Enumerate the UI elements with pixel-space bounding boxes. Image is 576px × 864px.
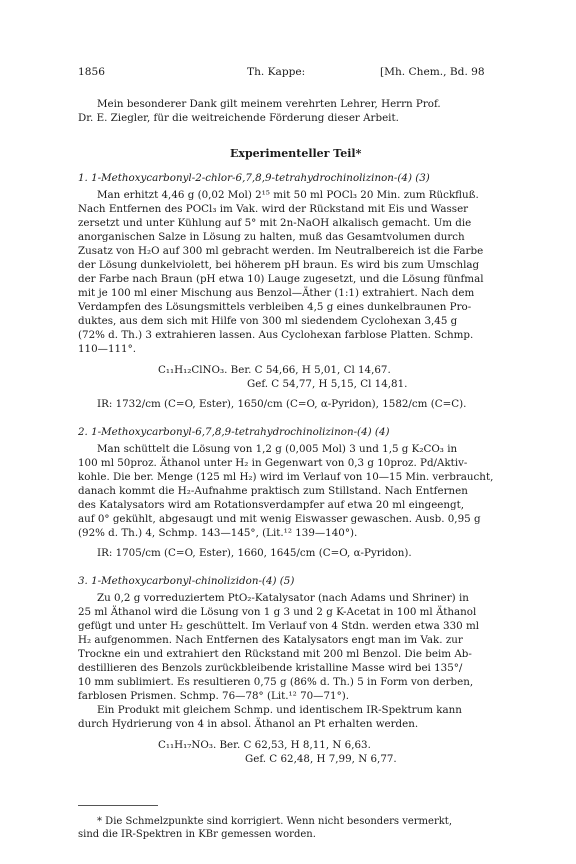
text-line-ack1: Mein besonderer Dank gilt meinem verehrten Lehrer, Herrn Prof. bbox=[97, 98, 441, 110]
text-line-p2_7: (92% d. Th.) 4, Schmp. 143—145°, (Lit.¹² 139—140°). bbox=[78, 527, 358, 539]
text-line-h3: 3. 1-Methoxycarbonyl-chinolizidon-(4) (5) bbox=[78, 575, 295, 587]
footnote-rule bbox=[78, 805, 158, 806]
text-line-p1_5: Zusatz von H₂O auf 300 ml gebracht werden. Im Neutralbereich ist die Farbe bbox=[78, 245, 484, 257]
text-line-p1_4: anorganischen Salze in Lösung zu halten, muß das Gesamtvolumen durch bbox=[78, 231, 465, 243]
text-line-ir2: IR: 1705/cm (C=O, Ester), 1660, 1645/cm (C=O, α-Pyridon). bbox=[97, 547, 412, 559]
text-line-p1_11: (72% d. Th.) 3 extrahieren lassen. Aus Cyclohexan farblose Platten. Schmp. bbox=[78, 329, 474, 341]
text-line-p1_6: der Lösung dunkelviolett, bei höherem pH braun. Es wird bis zum Umschlag bbox=[78, 259, 480, 271]
text-line-ir1: IR: 1732/cm (C=O, Ester), 1650/cm (C=O, α-Pyridon), 1582/cm (C=C). bbox=[97, 398, 467, 410]
text-line-p2_2: 100 ml 50proz. Äthanol unter H₂ in Gegenwart von 0,3 g 10proz. Pd/Aktiv- bbox=[78, 457, 468, 469]
text-line-a1_1: C₁₁H₁₂ClNO₃. Ber. C 54,66, H 5,01, Cl 14,67. bbox=[158, 364, 391, 376]
text-line-p1_8: mit je 100 ml einer Mischung aus Benzol—Äther (1:1) extrahiert. Nach dem bbox=[78, 287, 475, 299]
text-line-p2_5: des Katalysators wird am Rotationsverdampfer auf etwa 20 ml eingeengt, bbox=[78, 499, 465, 511]
running-journal: [Mh. Chem., Bd. 98 bbox=[380, 66, 485, 78]
text-line-a3_1: C₁₁H₁₇NO₃. Ber. C 62,53, H 8,11, N 6,63. bbox=[158, 739, 371, 751]
text-line-p3_6: destillieren des Benzols zurückbleibende kristalline Masse wird bei 135°/ bbox=[78, 662, 463, 674]
text-line-fn2: sind die IR-Spektren in KBr gemessen worden. bbox=[78, 829, 316, 840]
text-line-section_title: Experimenteller Teil* bbox=[230, 147, 362, 160]
text-line-h1: 1. 1-Methoxycarbonyl-2-chlor-6,7,8,9-tetrahydrochinolizinon-(4) (3) bbox=[78, 172, 430, 184]
text-line-p2_3: kohle. Die ber. Menge (125 ml H₂) wird im Verlauf von 10—15 Min. verbraucht, bbox=[78, 471, 494, 483]
page-number: 1856 bbox=[78, 66, 105, 78]
text-line-p3_5: Trockne ein und extrahiert den Rückstand mit 200 ml Benzol. Die beim Ab- bbox=[78, 648, 472, 660]
running-author: Th. Kappe: bbox=[247, 66, 306, 78]
text-line-p2_6: auf 0° gekühlt, abgesaugt und mit wenig Eiswasser gewaschen. Ausb. 0,95 g bbox=[78, 513, 481, 525]
text-line-p4_1: Ein Produkt mit gleichem Schmp. und identischem IR-Spektrum kann bbox=[97, 704, 462, 716]
text-line-p1_2: Nach Entfernen des POCl₃ im Vak. wird der Rückstand mit Eis und Wasser bbox=[78, 203, 469, 215]
text-line-p2_1: Man schüttelt die Lösung von 1,2 g (0,005 Mol) 3 und 1,5 g K₂CO₃ in bbox=[97, 443, 458, 455]
text-line-p3_8: farblosen Prismen. Schmp. 76—78° (Lit.¹² 70—71°). bbox=[78, 690, 350, 702]
text-line-p1_10: duktes, aus dem sich mit Hilfe von 300 ml siedendem Cyclohexan 3,45 g bbox=[78, 315, 458, 327]
text-line-p1_9: Verdampfen des Lösungsmittels verbleiben 4,5 g eines dunkelbraunen Pro- bbox=[78, 301, 472, 313]
text-line-a3_2: Gef. C 62,48, H 7,99, N 6,77. bbox=[245, 753, 397, 765]
text-line-fn1: * Die Schmelzpunkte sind korrigiert. Wenn nicht besonders vermerkt, bbox=[97, 816, 452, 827]
text-line-p1_12: 110—111°. bbox=[78, 343, 137, 355]
text-line-p1_1: Man erhitzt 4,46 g (0,02 Mol) 2¹⁵ mit 50 ml POCl₃ 20 Min. zum Rückfluß. bbox=[97, 189, 479, 201]
text-line-p3_3: gefügt und unter H₂ geschüttelt. Im Verlauf von 4 Stdn. werden etwa 330 ml bbox=[78, 620, 480, 632]
text-line-a1_2: Gef. C 54,77, H 5,15, Cl 14,81. bbox=[247, 378, 408, 390]
text-line-p2_4: danach kommt die H₂-Aufnahme praktisch zum Stillstand. Nach Entfernen bbox=[78, 485, 468, 497]
text-line-p1_7: der Farbe nach Braun (pH etwa 10) Lauge zugesetzt, und die Lösung fünfmal bbox=[78, 273, 484, 285]
text-line-p3_4: H₂ aufgenommen. Nach Entfernen des Katalysators engt man im Vak. zur bbox=[78, 634, 463, 646]
text-line-p4_2: durch Hydrierung von 4 in absol. Äthanol an Pt erhalten werden. bbox=[78, 718, 419, 730]
text-line-p3_1: Zu 0,2 g vorreduziertem PtO₂-Katalysator (nach Adams und Shriner) in bbox=[97, 592, 469, 604]
text-line-p1_3: zersetzt und unter Kühlung auf 5° mit 2n-NaOH alkalisch gemacht. Um die bbox=[78, 217, 472, 229]
text-line-h2: 2. 1-Methoxycarbonyl-6,7,8,9-tetrahydrochinolizinon-(4) (4) bbox=[78, 426, 390, 438]
text-line-ack2: Dr. E. Ziegler, für die weitreichende Förderung dieser Arbeit. bbox=[78, 112, 399, 124]
text-line-p3_2: 25 ml Äthanol wird die Lösung von 1 g 3 und 2 g K-Acetat in 100 ml Äthanol bbox=[78, 606, 477, 618]
text-line-p3_7: 10 mm sublimiert. Es resultieren 0,75 g (86% d. Th.) 5 in Form von derben, bbox=[78, 676, 474, 688]
